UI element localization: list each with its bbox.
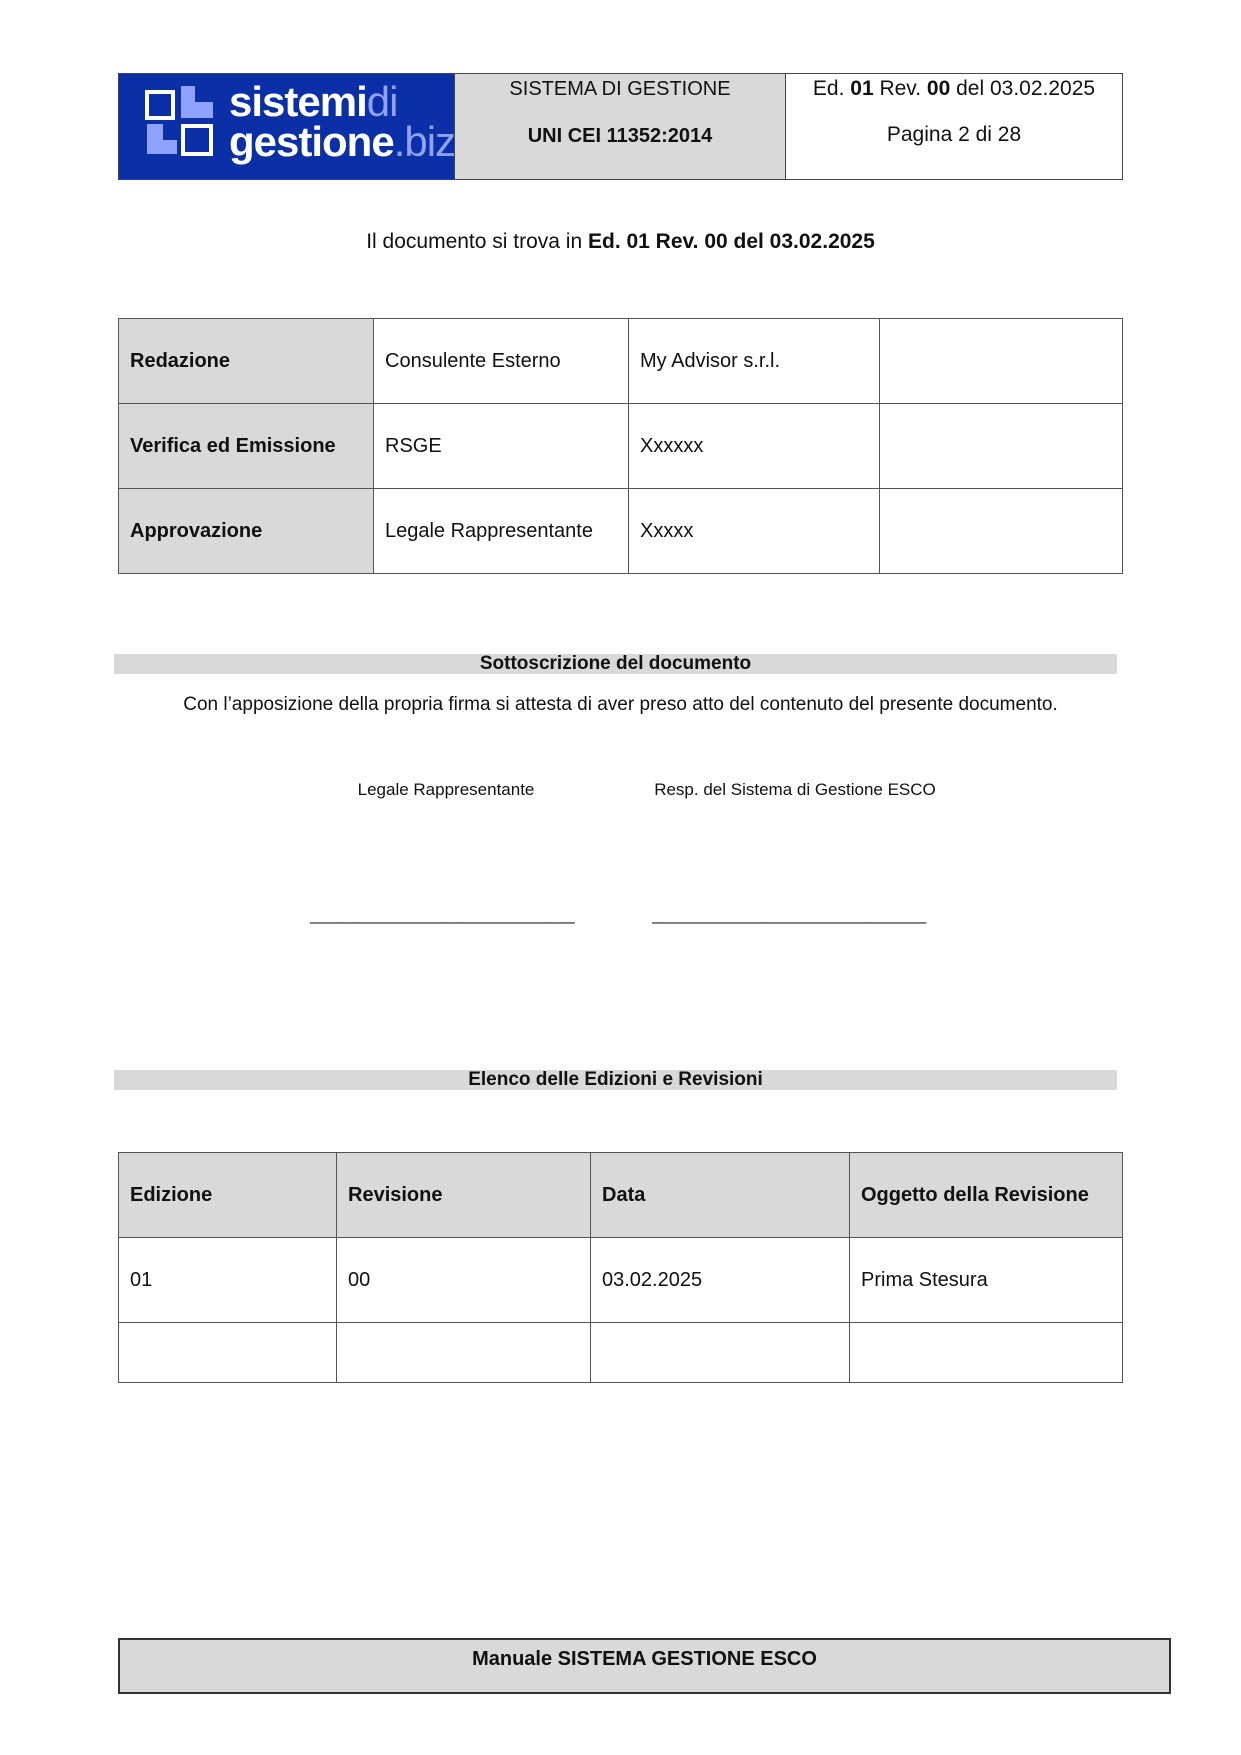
system-title: SISTEMA DI GESTIONE (509, 78, 731, 100)
header-system-cell (455, 74, 786, 179)
revisions-table (118, 1152, 1123, 1383)
table-row (119, 319, 1123, 404)
name-cell: Xxxxxx (629, 404, 880, 489)
revision-cell (337, 1323, 591, 1383)
edition-info: Ed. 01 Rev. 00 del 03.02.2025 (812, 77, 1096, 100)
signature-cell (880, 489, 1123, 574)
logo-wordmark: sistemidi gestione.biz (229, 78, 456, 165)
function-cell: Consulente Esterno (374, 319, 629, 404)
table-row (119, 404, 1123, 489)
header-edition-cell (786, 74, 1122, 179)
name-cell: My Advisor s.r.l. (629, 319, 880, 404)
logo-squares-icon (143, 84, 233, 174)
document-footer: Manuale SISTEMA GESTIONE ESCO (118, 1638, 1171, 1694)
function-cell: RSGE (374, 404, 629, 489)
subject-cell: Prima Stesura (850, 1238, 1123, 1323)
standard-code: UNI CEI 11352:2014 (527, 125, 713, 147)
edition-cell (119, 1323, 337, 1383)
table-row (119, 489, 1123, 574)
approval-table (118, 318, 1123, 574)
subscription-title: Sottoscrizione del documento (114, 654, 1117, 674)
signature-line-1: ____________________________ (310, 905, 575, 924)
signature-cell (880, 319, 1123, 404)
date-cell (591, 1323, 850, 1383)
function-cell: Legale Rappresentante (374, 489, 629, 574)
role-cell: Redazione (119, 319, 374, 404)
table-row (119, 1323, 1123, 1383)
date-cell: 03.02.2025 (591, 1238, 850, 1323)
document-header (118, 73, 1123, 180)
role-cell: Approvazione (119, 489, 374, 574)
revisions-title: Elenco delle Edizioni e Revisioni (114, 1070, 1117, 1090)
table-header-row (119, 1153, 1123, 1238)
header-cell: Edizione (119, 1153, 337, 1238)
signer-legal-representative: Legale Rappresentante (357, 780, 535, 799)
name-cell: Xxxxx (629, 489, 880, 574)
signer-system-manager: Resp. del Sistema di Gestione ESCO (654, 780, 936, 799)
header-cell: Revisione (337, 1153, 591, 1238)
logo (119, 74, 455, 179)
table-row (119, 1238, 1123, 1323)
edition-cell: 01 (119, 1238, 337, 1323)
signature-line-2: _____________________________ (652, 905, 927, 924)
subject-cell (850, 1323, 1123, 1383)
header-cell: Data (591, 1153, 850, 1238)
signature-cell (880, 404, 1123, 489)
header-cell: Oggetto della Revisione (850, 1153, 1123, 1238)
page-number: Pagina 2 di 28 (886, 123, 1022, 146)
revision-cell: 00 (337, 1238, 591, 1323)
role-cell: Verifica ed Emissione (119, 404, 374, 489)
subscription-text: Con l’apposizione della propria firma si attesta di aver preso atto del contenuto del presente documento. (183, 694, 1058, 715)
document-status: Il documento si trova in Ed. 01 Rev. 00 del 03.02.2025 (366, 230, 875, 253)
